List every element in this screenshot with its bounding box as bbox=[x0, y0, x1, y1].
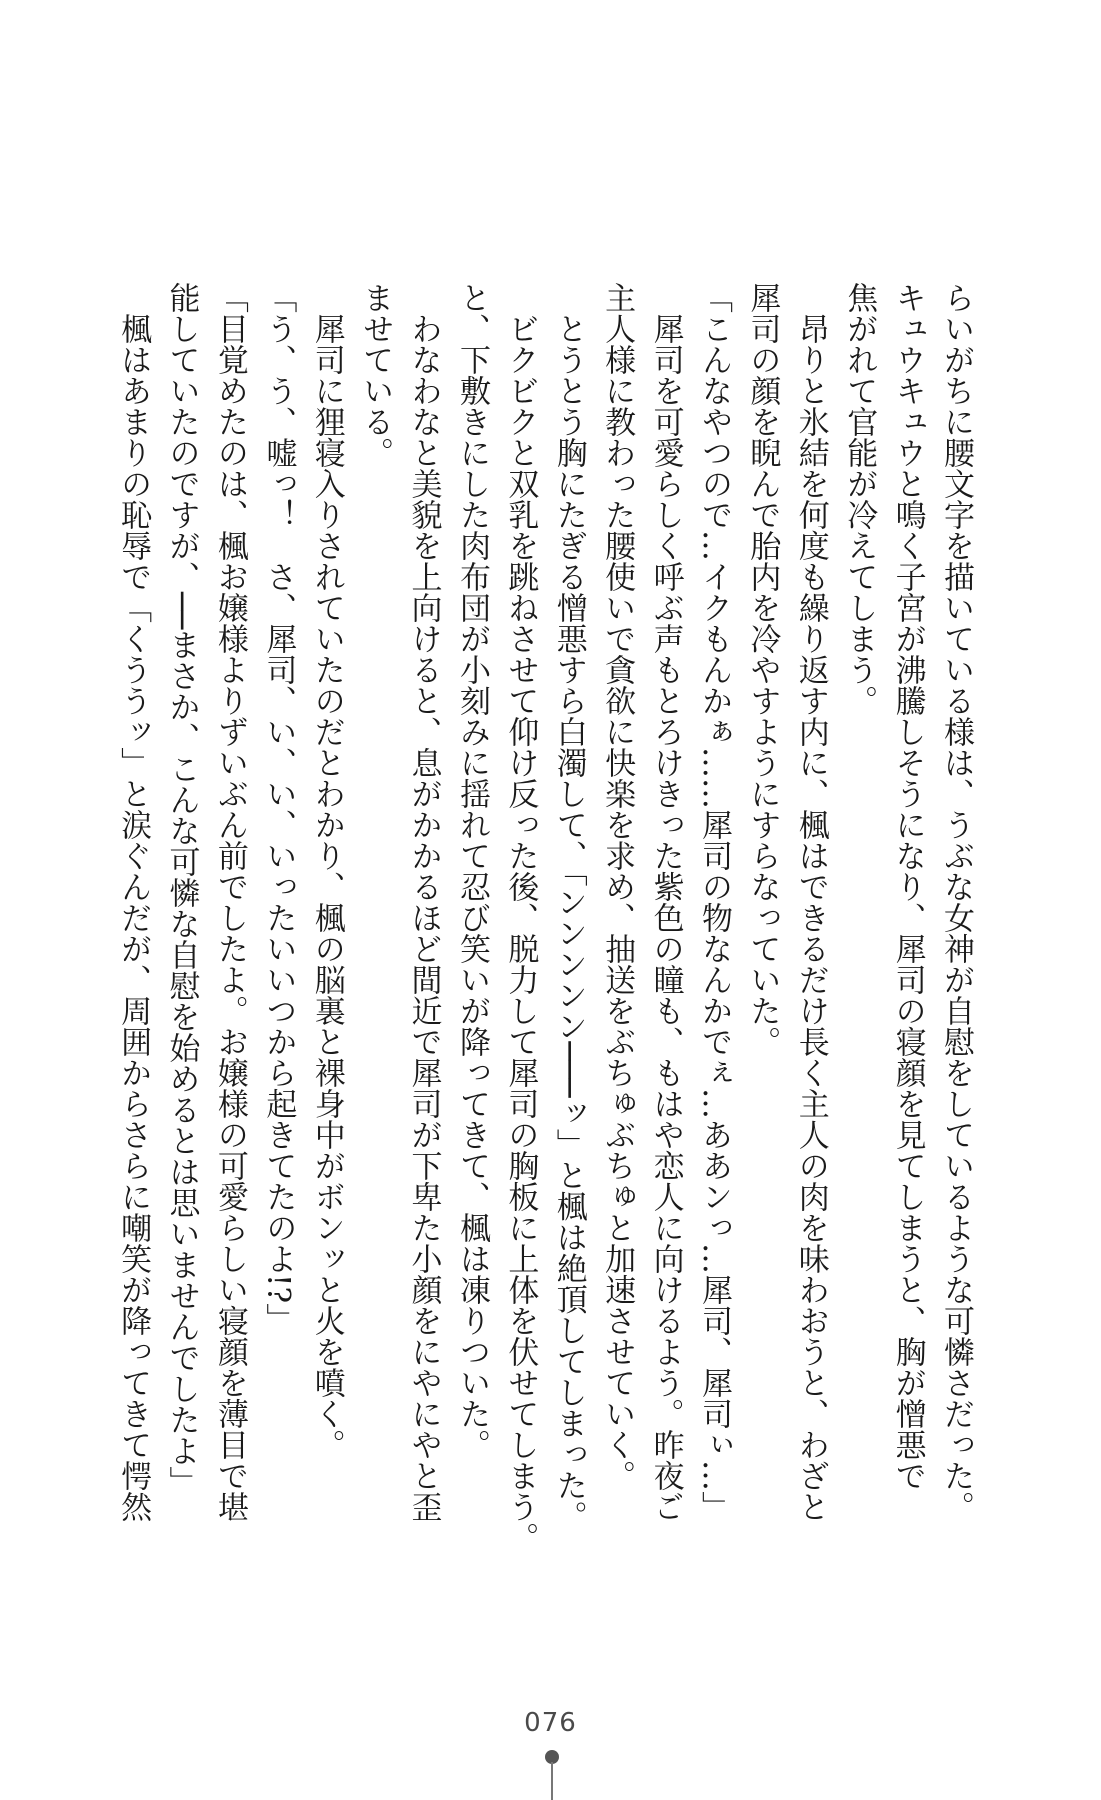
page-footer bbox=[0, 1700, 1101, 1800]
text-line: ませている。 bbox=[357, 282, 394, 468]
text-line: 昂りと氷結を何度も繰り返す内に、楓はできるだけ長く主人の肉を味わおうと、わざと bbox=[792, 282, 829, 1522]
body-text bbox=[110, 282, 980, 1553]
text-line: 「う、う、嘘っ！ さ、犀司、い、い、いったいいつから起きてたのよ!?」 bbox=[260, 282, 297, 1335]
text-line: ビクビクと双乳を跳ねさせて仰け反った後、脱力して犀司の胸板に上体を伏せてしまう。 bbox=[502, 282, 539, 1553]
page-number: 076 bbox=[524, 1708, 577, 1738]
page-marker-line bbox=[551, 1762, 553, 1800]
text-line: 楓はあまりの恥辱で「くううッ」と涙ぐんだが、周囲からさらに嘲笑が降ってきて愕然 bbox=[115, 282, 152, 1522]
text-line: 能していたのですが、──まさか、こんな可憐な自慰を始めるとは思いませんでしたよ」 bbox=[163, 282, 200, 1498]
text-line: 犀司に狸寝入りされていたのだとわかり、楓の脳裏と裸身中がボンッと火を噴く。 bbox=[308, 282, 345, 1460]
text-line: とうとう胸にたぎる憎悪すら白濁して、「ンンンンン───ッ」と楓は絶頂してしまった。 bbox=[550, 282, 587, 1532]
text-line: キュウキュウと鳴く子宮が沸騰しそうになり、犀司の寝顔を見てしまうと、胸が憎悪で bbox=[889, 282, 926, 1491]
text-line: 焦がれて官能が冷えてしまう。 bbox=[841, 282, 878, 716]
text-line: 犀司を可愛らしく呼ぶ声もとろけきった紫色の瞳も、もはや恋人に向けるよう。昨夜ご bbox=[647, 282, 684, 1522]
text-line: 「目覚めたのは、楓お嬢様よりずいぶん前でしたよ。お嬢様の可愛らしい寝顔を薄目で堪 bbox=[211, 282, 248, 1522]
text-line: らいがちに腰文字を描いている様は、うぶな女神が自慰をしているような可憐さだった。 bbox=[938, 282, 974, 1522]
text-line: 犀司の顔を睨んで胎内を冷やすようにすらなっていた。 bbox=[744, 282, 781, 1057]
text-line: わなわなと美貌を上向けると、息がかかるほど間近で犀司が下卑た小顔をにやにやと歪 bbox=[405, 282, 442, 1522]
text-line: 主人様に教わった腰使いで貪欲に快楽を求め、抽送をぶちゅぶちゅと加速させていく。 bbox=[599, 282, 636, 1491]
text-line: と、下敷きにした肉布団が小刻みに揺れて忍び笑いが降ってきて、楓は凍りついた。 bbox=[453, 282, 490, 1460]
text-line: 「こんなやつので…イクもんかぁ……犀司の物なんかでぇ…ああンっ…犀司、犀司ぃ…」 bbox=[695, 282, 732, 1522]
